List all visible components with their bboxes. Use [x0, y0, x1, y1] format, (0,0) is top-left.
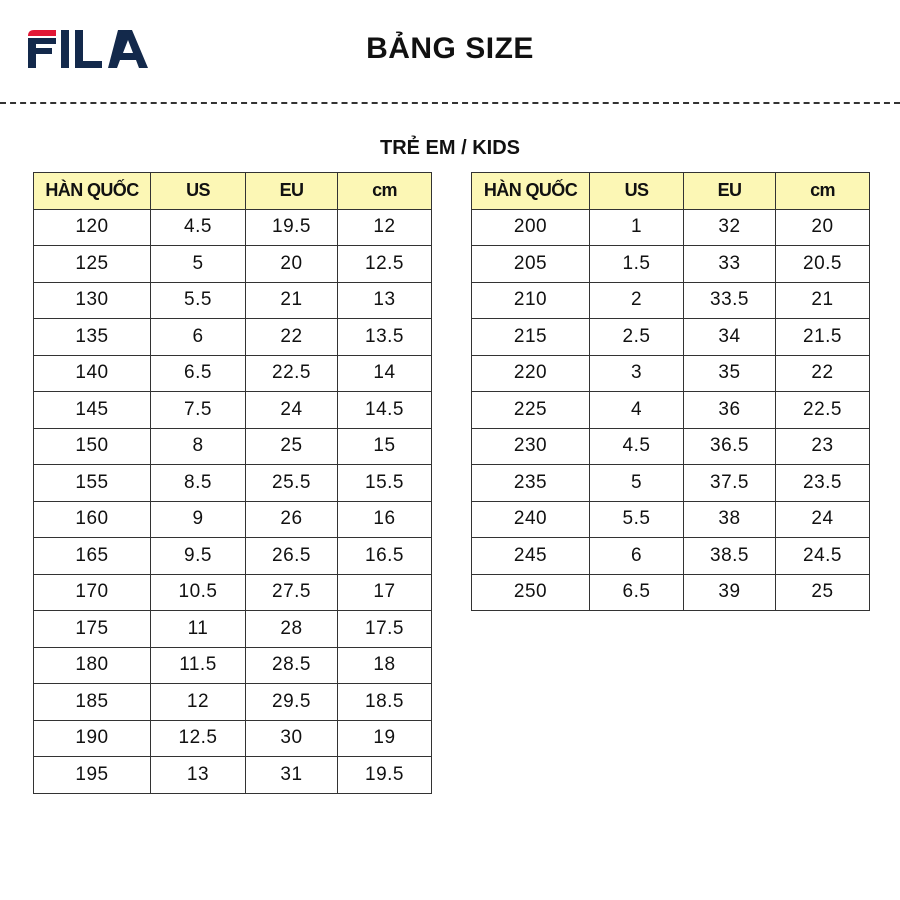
cell-eu: 35 [684, 355, 776, 392]
cell-us: 10.5 [151, 574, 246, 611]
cell-eu: 21 [246, 282, 338, 319]
cell-us: 2 [590, 282, 684, 319]
cell-korea: 135 [34, 319, 151, 356]
column-header-eu: EU [246, 173, 338, 210]
cell-us: 6.5 [590, 574, 684, 611]
cell-korea: 210 [472, 282, 590, 319]
size-table-right [471, 172, 870, 611]
cell-us: 9 [151, 501, 246, 538]
cell-korea: 155 [34, 465, 151, 502]
cell-cm: 15 [338, 428, 432, 465]
cell-cm: 15.5 [338, 465, 432, 502]
cell-us: 9.5 [151, 538, 246, 575]
cell-korea: 215 [472, 319, 590, 356]
cell-korea: 245 [472, 538, 590, 575]
cell-cm: 23.5 [776, 465, 870, 502]
column-header-korea: HÀN QUỐC [472, 173, 590, 210]
cell-cm: 25 [776, 574, 870, 611]
table-row [34, 392, 432, 429]
cell-us: 7.5 [151, 392, 246, 429]
table-row [34, 720, 432, 757]
size-table-left [33, 172, 432, 794]
cell-eu: 38 [684, 501, 776, 538]
column-header-us: US [151, 173, 246, 210]
cell-eu: 28 [246, 611, 338, 648]
cell-korea: 145 [34, 392, 151, 429]
cell-eu: 36.5 [684, 428, 776, 465]
cell-korea: 180 [34, 647, 151, 684]
cell-cm: 16.5 [338, 538, 432, 575]
table-row [472, 319, 870, 356]
cell-us: 1.5 [590, 246, 684, 283]
cell-eu: 28.5 [246, 647, 338, 684]
cell-cm: 19.5 [338, 757, 432, 794]
cell-us: 8 [151, 428, 246, 465]
column-header-eu: EU [684, 173, 776, 210]
cell-eu: 33 [684, 246, 776, 283]
cell-us: 13 [151, 757, 246, 794]
cell-us: 5.5 [590, 501, 684, 538]
table-row [34, 647, 432, 684]
cell-cm: 17 [338, 574, 432, 611]
cell-eu: 34 [684, 319, 776, 356]
cell-korea: 150 [34, 428, 151, 465]
cell-eu: 31 [246, 757, 338, 794]
cell-eu: 25 [246, 428, 338, 465]
cell-cm: 24 [776, 501, 870, 538]
cell-cm: 14.5 [338, 392, 432, 429]
cell-eu: 33.5 [684, 282, 776, 319]
section-title: TRẺ EM / KIDS [379, 137, 520, 159]
cell-korea: 225 [472, 392, 590, 429]
cell-us: 3 [590, 355, 684, 392]
cell-korea: 205 [472, 246, 590, 283]
cell-korea: 190 [34, 720, 151, 757]
table-row [34, 611, 432, 648]
table-row [34, 428, 432, 465]
cell-korea: 140 [34, 355, 151, 392]
cell-eu: 29.5 [246, 684, 338, 721]
column-header-us: US [590, 173, 684, 210]
cell-us: 4 [590, 392, 684, 429]
cell-cm: 14 [338, 355, 432, 392]
cell-cm: 16 [338, 501, 432, 538]
cell-us: 4.5 [590, 428, 684, 465]
cell-cm: 24.5 [776, 538, 870, 575]
table-row [34, 538, 432, 575]
column-header-korea: HÀN QUỐC [34, 173, 151, 210]
cell-korea: 160 [34, 501, 151, 538]
table-row [34, 246, 432, 283]
cell-cm: 20 [776, 209, 870, 246]
cell-cm: 23 [776, 428, 870, 465]
table-row [472, 392, 870, 429]
table-row [34, 757, 432, 794]
cell-cm: 18 [338, 647, 432, 684]
cell-eu: 38.5 [684, 538, 776, 575]
column-header-cm: cm [338, 173, 432, 210]
cell-korea: 220 [472, 355, 590, 392]
cell-us: 12.5 [151, 720, 246, 757]
cell-cm: 21 [776, 282, 870, 319]
cell-us: 5 [151, 246, 246, 283]
cell-eu: 37.5 [684, 465, 776, 502]
table-row [34, 319, 432, 356]
cell-korea: 230 [472, 428, 590, 465]
dashed-divider [0, 102, 900, 104]
cell-us: 2.5 [590, 319, 684, 356]
cell-korea: 185 [34, 684, 151, 721]
cell-eu: 32 [684, 209, 776, 246]
table-row [472, 465, 870, 502]
table-header-row [472, 173, 870, 210]
cell-korea: 120 [34, 209, 151, 246]
cell-korea: 125 [34, 246, 151, 283]
cell-cm: 19 [338, 720, 432, 757]
cell-cm: 20.5 [776, 246, 870, 283]
cell-cm: 22.5 [776, 392, 870, 429]
cell-eu: 22.5 [246, 355, 338, 392]
table-row [34, 574, 432, 611]
cell-korea: 170 [34, 574, 151, 611]
cell-us: 11.5 [151, 647, 246, 684]
cell-korea: 165 [34, 538, 151, 575]
cell-us: 12 [151, 684, 246, 721]
cell-korea: 200 [472, 209, 590, 246]
cell-eu: 19.5 [246, 209, 338, 246]
cell-us: 5 [590, 465, 684, 502]
table-row [34, 465, 432, 502]
cell-korea: 175 [34, 611, 151, 648]
cell-eu: 24 [246, 392, 338, 429]
cell-eu: 26 [246, 501, 338, 538]
table-row [34, 209, 432, 246]
cell-us: 6.5 [151, 355, 246, 392]
table-row [34, 355, 432, 392]
cell-us: 6 [590, 538, 684, 575]
cell-eu: 36 [684, 392, 776, 429]
table-row [472, 246, 870, 283]
cell-cm: 18.5 [338, 684, 432, 721]
cell-eu: 20 [246, 246, 338, 283]
cell-eu: 26.5 [246, 538, 338, 575]
cell-eu: 27.5 [246, 574, 338, 611]
table-row [472, 428, 870, 465]
cell-korea: 240 [472, 501, 590, 538]
table-row [472, 501, 870, 538]
table-row [472, 282, 870, 319]
cell-cm: 12.5 [338, 246, 432, 283]
cell-cm: 13.5 [338, 319, 432, 356]
cell-cm: 21.5 [776, 319, 870, 356]
cell-cm: 13 [338, 282, 432, 319]
cell-us: 1 [590, 209, 684, 246]
table-row [34, 684, 432, 721]
cell-us: 5.5 [151, 282, 246, 319]
cell-korea: 250 [472, 574, 590, 611]
cell-korea: 235 [472, 465, 590, 502]
table-row [472, 209, 870, 246]
page-title: BẢNG SIZE [366, 32, 534, 65]
cell-cm: 22 [776, 355, 870, 392]
table-header-row [34, 173, 432, 210]
cell-us: 8.5 [151, 465, 246, 502]
cell-eu: 25.5 [246, 465, 338, 502]
cell-cm: 12 [338, 209, 432, 246]
cell-eu: 22 [246, 319, 338, 356]
table-row [472, 355, 870, 392]
cell-eu: 39 [684, 574, 776, 611]
cell-korea: 130 [34, 282, 151, 319]
cell-cm: 17.5 [338, 611, 432, 648]
column-header-cm: cm [776, 173, 870, 210]
table-row [472, 574, 870, 611]
cell-us: 6 [151, 319, 246, 356]
table-row [472, 538, 870, 575]
cell-eu: 30 [246, 720, 338, 757]
table-row [34, 282, 432, 319]
cell-korea: 195 [34, 757, 151, 794]
cell-us: 11 [151, 611, 246, 648]
cell-us: 4.5 [151, 209, 246, 246]
table-row [34, 501, 432, 538]
fila-logo [26, 28, 150, 70]
